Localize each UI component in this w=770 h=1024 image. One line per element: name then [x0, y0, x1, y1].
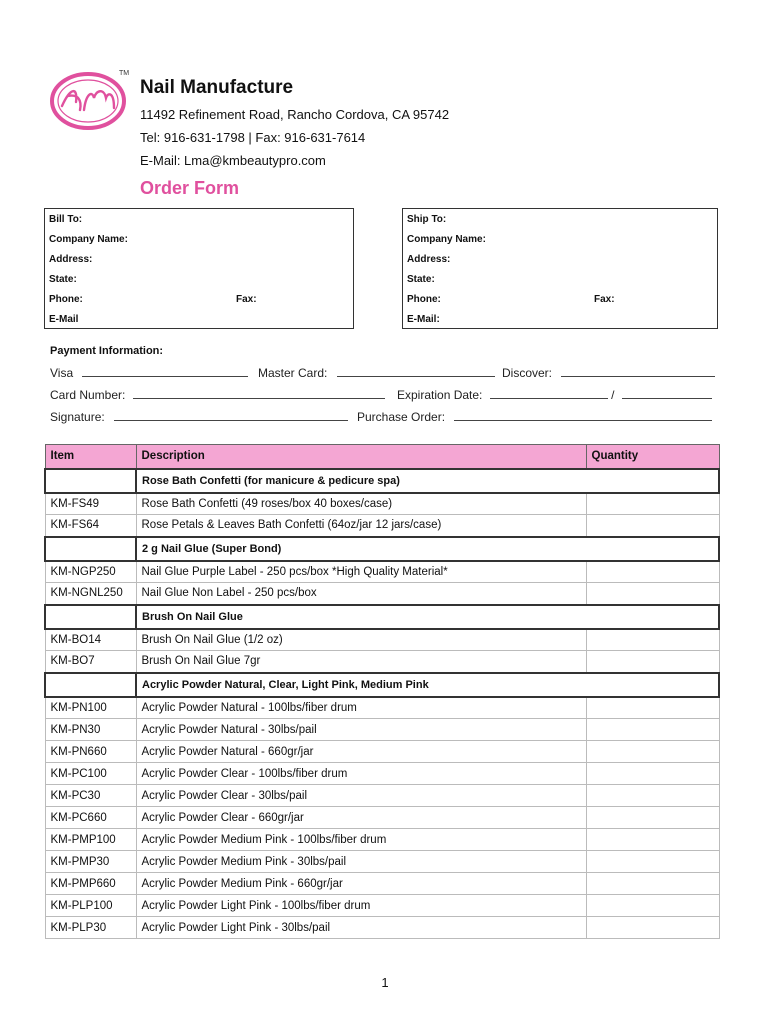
quantity-input-cell[interactable]	[586, 917, 719, 939]
item-code-cell: KM-FS64	[45, 515, 136, 537]
item-code-cell: KM-PC100	[45, 763, 136, 785]
item-description-cell: Acrylic Powder Clear - 100lbs/fiber drum	[136, 763, 586, 785]
purchase-order-field[interactable]	[357, 410, 712, 424]
quantity-input-cell[interactable]	[586, 561, 719, 583]
item-description-cell: Acrylic Powder Light Pink - 30lbs/pail	[136, 917, 586, 939]
item-code-cell: KM-NGNL250	[45, 583, 136, 605]
item-code-cell: KM-PLP30	[45, 917, 136, 939]
quantity-input-cell[interactable]	[586, 895, 719, 917]
item-description-cell: Rose Petals & Leaves Bath Confetti (64oz/jar 12 jars/case)	[136, 515, 586, 537]
bill-fax-field[interactable]: Fax:	[236, 294, 257, 305]
section-header-row	[45, 537, 719, 561]
company-phone-fax: Tel: 916-631-1798 | Fax: 916-631-7614	[140, 130, 366, 145]
item-code-cell: KM-PN660	[45, 741, 136, 763]
page-number: 1	[381, 975, 389, 990]
item-code-cell: KM-NGP250	[45, 561, 136, 583]
item-column-header: Item	[45, 445, 136, 469]
item-description-cell: Acrylic Powder Natural - 660gr/jar	[136, 741, 586, 763]
table-row	[45, 895, 719, 917]
item-code-cell: KM-BO7	[45, 651, 136, 673]
purchase-order-label: Purchase Order:	[357, 410, 446, 424]
ship-phone-field[interactable]: Phone:	[407, 294, 441, 305]
order-items-table	[44, 444, 720, 939]
item-code-cell: KM-PLP100	[45, 895, 136, 917]
table-row	[45, 785, 719, 807]
table-row	[45, 583, 719, 605]
discover-blank[interactable]	[561, 366, 715, 377]
item-description-cell: Acrylic Powder Clear - 660gr/jar	[136, 807, 586, 829]
item-description-cell: Acrylic Powder Medium Pink - 30lbs/pail	[136, 851, 586, 873]
quantity-input-cell[interactable]	[586, 583, 719, 605]
quantity-input-cell[interactable]	[586, 515, 719, 537]
signature-blank[interactable]	[114, 410, 348, 421]
expiration-date-field[interactable]	[397, 388, 712, 402]
section-title: Acrylic Powder Natural, Clear, Light Pink, Medium Pink	[136, 673, 719, 697]
ship-phone-row	[407, 293, 717, 313]
item-code-cell: KM-PMP660	[45, 873, 136, 895]
section-header-row	[45, 469, 719, 493]
ship-to-box	[402, 208, 718, 329]
item-description-cell: Acrylic Powder Medium Pink - 660gr/jar	[136, 873, 586, 895]
section-spacer-cell	[45, 673, 136, 697]
section-spacer-cell	[45, 605, 136, 629]
master-card-blank[interactable]	[337, 366, 495, 377]
item-code-cell: KM-PC30	[45, 785, 136, 807]
card-number-label: Card Number:	[50, 388, 126, 402]
payment-card-types-row	[50, 366, 720, 382]
payment-heading: Payment Information:	[50, 345, 164, 357]
item-description-cell: Nail Glue Purple Label - 250 pcs/box *High Quality Material*	[136, 561, 586, 583]
item-code-cell: KM-PN30	[45, 719, 136, 741]
bill-state-field[interactable]: State:	[49, 274, 77, 285]
table-row	[45, 763, 719, 785]
item-description-cell: Acrylic Powder Natural - 100lbs/fiber drum	[136, 697, 586, 719]
quantity-column-header: Quantity	[586, 445, 719, 469]
table-header-row	[45, 445, 719, 469]
bill-company-field[interactable]: Company Name:	[49, 234, 128, 245]
quantity-input-cell[interactable]	[586, 763, 719, 785]
payment-card-number-row	[50, 388, 720, 404]
table-row	[45, 829, 719, 851]
visa-blank[interactable]	[82, 366, 248, 377]
item-code-cell: KM-BO14	[45, 629, 136, 651]
table-row	[45, 719, 719, 741]
ship-fax-field[interactable]: Fax:	[594, 294, 615, 305]
quantity-input-cell[interactable]	[586, 651, 719, 673]
quantity-input-cell[interactable]	[586, 807, 719, 829]
master-card-label: Master Card:	[258, 366, 328, 380]
item-description-cell: Rose Bath Confetti (49 roses/box 40 boxes/case)	[136, 493, 586, 515]
table-row	[45, 629, 719, 651]
quantity-input-cell[interactable]	[586, 785, 719, 807]
item-code-cell: KM-PMP30	[45, 851, 136, 873]
expiration-year-blank[interactable]	[622, 388, 712, 399]
section-spacer-cell	[45, 469, 136, 493]
company-email: E-Mail: Lma@kmbeautypro.com	[140, 153, 326, 168]
trademark-mark: TM	[119, 70, 130, 77]
item-description-cell: Acrylic Powder Clear - 30lbs/pail	[136, 785, 586, 807]
ship-address-field[interactable]: Address:	[407, 254, 451, 265]
bill-to-title: Bill To:	[49, 214, 83, 225]
item-code-cell: KM-PC660	[45, 807, 136, 829]
quantity-input-cell[interactable]	[586, 873, 719, 895]
table-row	[45, 651, 719, 673]
company-name: Nail Manufacture	[140, 77, 294, 98]
company-address: 11492 Refinement Road, Rancho Cordova, CA 95742	[140, 107, 450, 122]
table-row	[45, 493, 719, 515]
table-row	[45, 515, 719, 537]
item-code-cell: KM-FS49	[45, 493, 136, 515]
signature-label: Signature:	[50, 410, 105, 424]
card-number-blank[interactable]	[133, 388, 385, 399]
discover-label: Discover:	[502, 366, 553, 380]
quantity-input-cell[interactable]	[586, 851, 719, 873]
ship-state-field[interactable]: State:	[407, 274, 435, 285]
table-row	[45, 697, 719, 719]
quantity-input-cell[interactable]	[586, 697, 719, 719]
purchase-order-blank[interactable]	[454, 410, 712, 421]
payment-signature-row	[50, 410, 720, 426]
order-items-body	[45, 469, 719, 939]
item-code-cell: KM-PN100	[45, 697, 136, 719]
section-spacer-cell	[45, 537, 136, 561]
item-description-cell: Brush On Nail Glue (1/2 oz)	[136, 629, 586, 651]
card-number-field[interactable]	[50, 388, 385, 402]
quantity-input-cell[interactable]	[586, 741, 719, 763]
quantity-input-cell[interactable]	[586, 493, 719, 515]
ship-email-field[interactable]: E-Mail:	[407, 314, 440, 325]
item-description-cell: Acrylic Powder Medium Pink - 100lbs/fiber drum	[136, 829, 586, 851]
table-row	[45, 851, 719, 873]
bill-phone-row	[49, 293, 353, 313]
visa-field[interactable]	[50, 366, 248, 380]
ship-to-title: Ship To:	[407, 214, 447, 225]
section-title: 2 g Nail Glue (Super Bond)	[136, 537, 719, 561]
form-title: Order Form	[140, 178, 240, 198]
section-title: Brush On Nail Glue	[136, 605, 719, 629]
section-header-row	[45, 605, 719, 629]
bill-address-field[interactable]: Address:	[49, 254, 93, 265]
expiration-slash: /	[611, 388, 615, 402]
section-title: Rose Bath Confetti (for manicure & pedicure spa)	[136, 469, 719, 493]
master-card-field[interactable]	[258, 366, 495, 380]
item-description-cell: Brush On Nail Glue 7gr	[136, 651, 586, 673]
section-header-row	[45, 673, 719, 697]
item-code-cell: KM-PMP100	[45, 829, 136, 851]
discover-field[interactable]	[502, 366, 715, 380]
bill-phone-field[interactable]: Phone:	[49, 294, 83, 305]
quantity-input-cell[interactable]	[586, 629, 719, 651]
expiration-month-blank[interactable]	[490, 388, 608, 399]
ship-company-field[interactable]: Company Name:	[407, 234, 486, 245]
expiration-label: Expiration Date:	[397, 388, 483, 402]
item-description-cell: Nail Glue Non Label - 250 pcs/box	[136, 583, 586, 605]
quantity-input-cell[interactable]	[586, 829, 719, 851]
table-row	[45, 807, 719, 829]
signature-field[interactable]	[50, 410, 348, 424]
item-description-cell: Acrylic Powder Light Pink - 100lbs/fiber drum	[136, 895, 586, 917]
description-column-header: Description	[136, 445, 586, 469]
item-description-cell: Acrylic Powder Natural - 30lbs/pail	[136, 719, 586, 741]
table-row	[45, 741, 719, 763]
bill-to-box	[44, 208, 354, 329]
visa-label: Visa	[50, 366, 74, 380]
table-row	[45, 561, 719, 583]
quantity-input-cell[interactable]	[586, 719, 719, 741]
km-logo	[48, 68, 130, 132]
table-row	[45, 917, 719, 939]
bill-email-field[interactable]: E-Mail	[49, 314, 79, 325]
table-row	[45, 873, 719, 895]
